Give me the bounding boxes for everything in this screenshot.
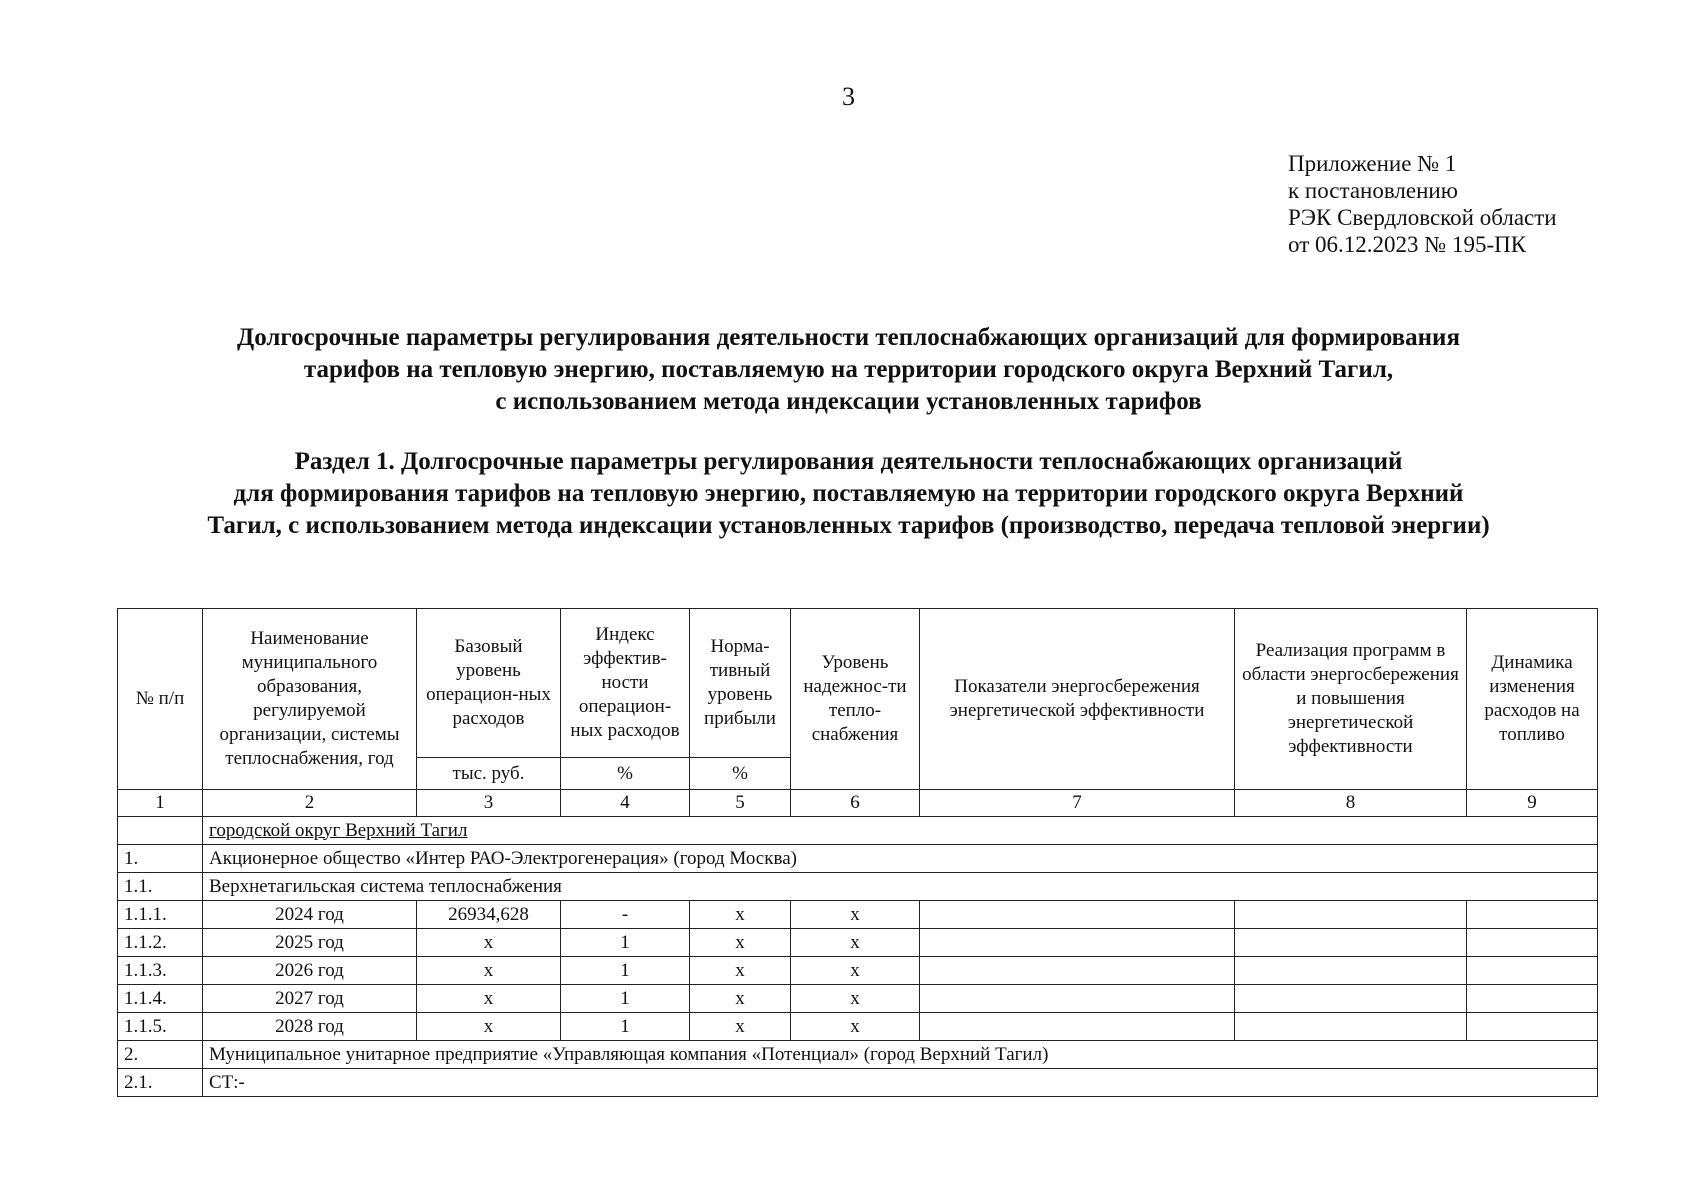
document-title <box>0 322 1697 418</box>
fuel-cell <box>1467 1013 1598 1041</box>
column-number: 6 <box>791 790 920 817</box>
row-number: 1.1.1. <box>118 901 203 929</box>
base-opex-cell: x <box>417 985 561 1013</box>
column-number: 2 <box>203 790 417 817</box>
title-line: Долгосрочные параметры регулирования деятельности теплоснабжающих организаций для формирования <box>237 324 1460 351</box>
base-opex-cell: x <box>417 929 561 957</box>
header-efficiency-index: Индекс эффектив-ности операцион-ных расходов <box>561 609 690 758</box>
programs-cell <box>1235 929 1467 957</box>
efficiency-index-cell: 1 <box>561 1013 690 1041</box>
header-reliability: Уровень надежнос-ти тепло-снабжения <box>791 609 920 790</box>
title-line: с использованием метода индексации установленных тарифов <box>495 388 1202 415</box>
section-title-line: Тагил, с использованием метода индексации установленных тарифов (производство, передача тепловой энергии) <box>207 512 1490 539</box>
energy-saving-cell <box>920 929 1235 957</box>
header-name: Наименование муниципального образования, регулируемой организации, системы теплоснабжения, год <box>203 609 417 790</box>
unit-normative-profit: % <box>690 758 791 790</box>
header-energy-saving: Показатели энергосбережения энергетической эффективности <box>920 609 1235 790</box>
base-opex-cell: x <box>417 957 561 985</box>
programs-cell <box>1235 1013 1467 1041</box>
row-number: 1.1. <box>118 873 203 901</box>
unit-base-opex: тыс. руб. <box>417 758 561 790</box>
system-name: Верхнетагильская система теплоснабжения <box>203 873 1598 901</box>
column-number: 3 <box>417 790 561 817</box>
energy-saving-cell <box>920 901 1235 929</box>
column-number: 8 <box>1235 790 1467 817</box>
column-numbers-row <box>118 790 1598 817</box>
column-number: 4 <box>561 790 690 817</box>
table-row <box>118 985 1598 1013</box>
system-row <box>118 1069 1598 1097</box>
reliability-cell: x <box>791 929 920 957</box>
fuel-cell <box>1467 957 1598 985</box>
row-number: 1.1.2. <box>118 929 203 957</box>
profit-cell: x <box>690 1013 791 1041</box>
unit-efficiency-index: % <box>561 758 690 790</box>
section-title <box>0 446 1697 542</box>
appendix-line: Приложение № 1 <box>1288 151 1457 176</box>
column-number: 9 <box>1467 790 1598 817</box>
appendix-block <box>1288 150 1557 258</box>
row-number: 1.1.5. <box>118 1013 203 1041</box>
table-row <box>118 901 1598 929</box>
header-fuel-dynamics: Динамика изменения расходов на топливо <box>1467 609 1598 790</box>
efficiency-index-cell: 1 <box>561 929 690 957</box>
energy-saving-cell <box>920 957 1235 985</box>
profit-cell: x <box>690 957 791 985</box>
efficiency-index-cell: 1 <box>561 985 690 1013</box>
column-number: 1 <box>118 790 203 817</box>
appendix-line: РЭК Свердловской области <box>1288 205 1557 230</box>
header-num: № п/п <box>118 609 203 790</box>
section-title-line: Раздел 1. Долгосрочные параметры регулирования деятельности теплоснабжающих организаций <box>294 448 1403 475</box>
reliability-cell: x <box>791 901 920 929</box>
header-base-opex: Базовый уровень операцион-ных расходов <box>417 609 561 758</box>
energy-saving-cell <box>920 1013 1235 1041</box>
header-normative-profit: Норма-тивный уровень прибыли <box>690 609 791 758</box>
row-number: 2. <box>118 1041 203 1069</box>
year-cell: 2025 год <box>203 929 417 957</box>
programs-cell <box>1235 901 1467 929</box>
organization-name: Муниципальное унитарное предприятие «Управляющая компания «Потенциал» (город Верхний Тагил) <box>203 1041 1598 1069</box>
fuel-cell <box>1467 929 1598 957</box>
column-number: 7 <box>920 790 1235 817</box>
year-cell: 2027 год <box>203 985 417 1013</box>
organization-name: Акционерное общество «Интер РАО-Электрогенерация» (город Москва) <box>203 845 1598 873</box>
appendix-line: от 06.12.2023 № 195-ПК <box>1288 232 1527 257</box>
base-opex-cell: 26934,628 <box>417 901 561 929</box>
municipality-name: городской округ Верхний Тагил <box>203 817 1598 845</box>
row-number: 2.1. <box>118 1069 203 1097</box>
energy-saving-cell <box>920 985 1235 1013</box>
header-row <box>118 609 1598 758</box>
table-row <box>118 1013 1598 1041</box>
profit-cell: x <box>690 985 791 1013</box>
reliability-cell: x <box>791 985 920 1013</box>
title-line: тарифов на тепловую энергию, поставляемую на территории городского округа Верхний Тагил, <box>303 356 1394 383</box>
section-title-line: для формирования тарифов на тепловую энергию, поставляемую на территории городского округа Верхний <box>233 480 1464 507</box>
row-number: 1.1.3. <box>118 957 203 985</box>
header-programs: Реализация программ в области энергосбережения и повышения энергетической эффективности <box>1235 609 1467 790</box>
parameters-table <box>117 608 1598 1097</box>
table-row <box>118 929 1598 957</box>
year-cell: 2028 год <box>203 1013 417 1041</box>
table-row <box>118 957 1598 985</box>
profit-cell: x <box>690 929 791 957</box>
row-number: 1. <box>118 845 203 873</box>
year-cell: 2026 год <box>203 957 417 985</box>
organization-row <box>118 1041 1598 1069</box>
reliability-cell: x <box>791 957 920 985</box>
page-number: 3 <box>842 82 855 111</box>
empty-cell <box>118 817 203 845</box>
efficiency-index-cell: 1 <box>561 957 690 985</box>
organization-row <box>118 845 1598 873</box>
efficiency-index-cell: - <box>561 901 690 929</box>
profit-cell: x <box>690 901 791 929</box>
system-name: СТ:- <box>203 1069 1598 1097</box>
row-number: 1.1.4. <box>118 985 203 1013</box>
column-number: 5 <box>690 790 791 817</box>
reliability-cell: x <box>791 1013 920 1041</box>
fuel-cell <box>1467 901 1598 929</box>
municipality-row <box>118 817 1598 845</box>
system-row <box>118 873 1598 901</box>
fuel-cell <box>1467 985 1598 1013</box>
programs-cell <box>1235 957 1467 985</box>
appendix-line: к постановлению <box>1288 178 1458 203</box>
year-cell: 2024 год <box>203 901 417 929</box>
programs-cell <box>1235 985 1467 1013</box>
base-opex-cell: x <box>417 1013 561 1041</box>
